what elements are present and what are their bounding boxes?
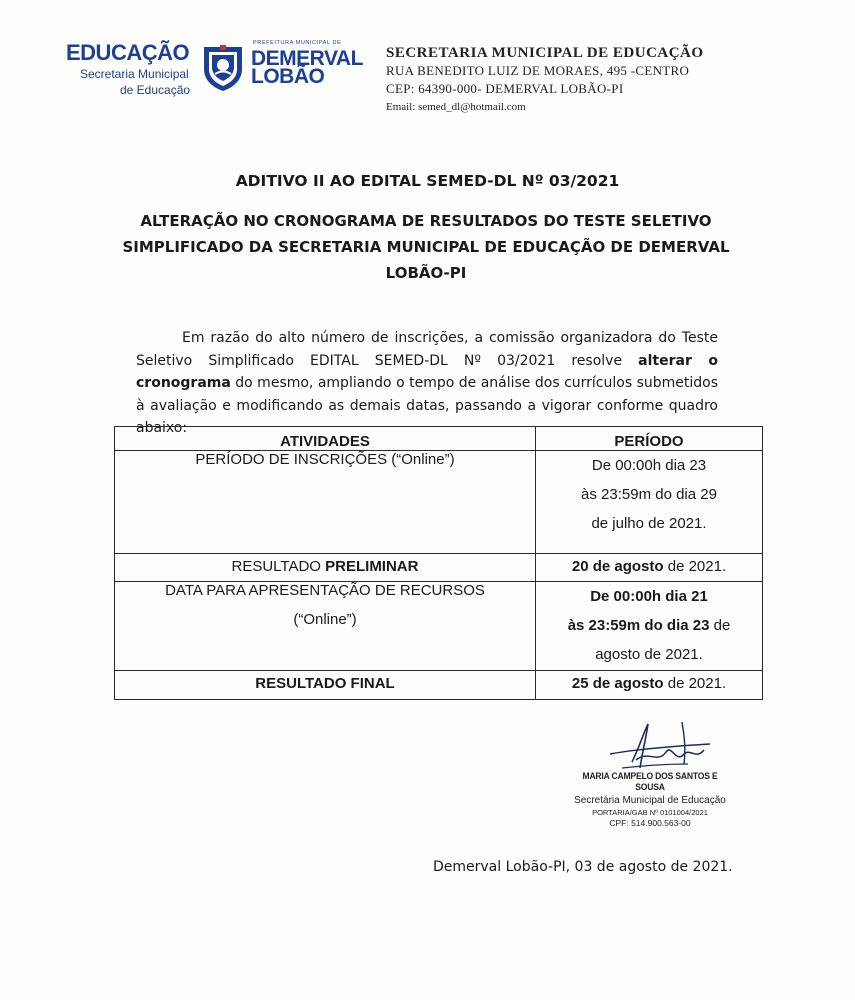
period-line: agosto de 2021. xyxy=(595,646,703,663)
period-line: às 23:59m do dia 29 xyxy=(581,486,717,503)
prefeitura-caption: PREFEITURA MUNICIPAL DE xyxy=(253,40,342,46)
period-line-bold: às 23:59m do dia 23 xyxy=(567,617,710,634)
period-cell xyxy=(536,582,763,671)
activity-cell xyxy=(115,554,536,582)
activity-cell: PERÍODO DE INSCRIÇÕES (“Online”) xyxy=(115,451,536,554)
prefeitura-logo xyxy=(251,40,369,98)
activity-cell: RESULTADO FINAL xyxy=(115,671,536,700)
document-subject: ALTERAÇÃO NO CRONOGRAMA DE RESULTADOS DO TESTE SELETIVO SIMPLIFICADO DA SECRETARIA MUNICIPAL DE EDUCAÇÃO DE DEMERVAL LOBÃO-PI xyxy=(122,212,730,282)
table-header-row xyxy=(115,427,763,451)
period-bold: 20 de agosto xyxy=(571,558,664,575)
body-part-1: Em razão do alto número de inscrições, a comissão organizadora do Teste Seletivo Simplificado EDITAL SEMED-DL Nº 03/2021 resolve xyxy=(136,330,718,369)
period-rest: de 2021. xyxy=(663,675,727,692)
secretariat-address: RUA BENEDITO LUIZ DE MORAES, 495 -CENTRO xyxy=(386,63,690,78)
period-bold: 25 de agosto xyxy=(571,675,664,692)
logo-educacao-subtitle-1: Secretaria Municipal xyxy=(80,67,189,81)
header-period: PERÍODO xyxy=(536,427,763,451)
period-line: de julho de 2021. xyxy=(591,515,707,532)
activity-cell xyxy=(115,582,536,671)
logo-educacao-title: EDUCAÇÃO xyxy=(66,40,190,65)
period-cell xyxy=(536,451,763,554)
activity-line: DATA PARA APRESENTAÇÃO DE RECURSOS xyxy=(165,582,485,599)
body-paragraph xyxy=(136,327,718,440)
prefeitura-city-line-2: LOBÃO xyxy=(251,65,325,88)
period-line-bold: De 00:00h dia 21 xyxy=(590,588,708,605)
activity-plain: RESULTADO xyxy=(231,558,326,575)
municipal-crest-icon xyxy=(200,43,246,93)
table-row xyxy=(115,671,763,700)
table-row xyxy=(115,554,763,582)
activity-line: (“Online”) xyxy=(293,611,357,628)
signer-block xyxy=(560,771,740,828)
header-activities: ATIVIDADES xyxy=(115,427,536,451)
period-rest: de 2021. xyxy=(663,558,727,575)
period-line: De 00:00h dia 23 xyxy=(591,457,707,474)
logo-educacao-subtitle-2: de Educação xyxy=(120,83,191,97)
signer-portaria: PORTARIA/GAB Nº 0101004/2021 xyxy=(592,808,708,817)
prefeitura-city-line-1: DEMERVAL xyxy=(251,47,363,70)
secretariat-letterhead xyxy=(386,44,766,116)
place-date: Demerval Lobão-PI, 03 de agosto de 2021. xyxy=(433,859,733,875)
table-row xyxy=(115,582,763,671)
document-title: ADITIVO II AO EDITAL SEMED-DL Nº 03/2021 xyxy=(235,172,620,190)
body-part-2: do mesmo, ampliando o tempo de análise dos currículos submetidos à avaliação e modificando as demais datas, passando a vigorar conforme quadro abaixo: xyxy=(136,375,718,436)
body-emphasis: alterar o cronograma xyxy=(136,352,718,391)
educacao-logo xyxy=(66,40,198,98)
signer-name: MARIA CAMPELO DOS SANTOS E SOUSA xyxy=(582,771,718,793)
signer-role: Secretária Municipal de Educação xyxy=(574,795,726,806)
secretariat-email: Email: semed_dl@hotmail.com xyxy=(386,101,526,113)
secretariat-cep: CEP: 64390-000- DEMERVAL LOBÃO-PI xyxy=(386,81,624,96)
period-line-rest: de xyxy=(709,617,731,634)
schedule-table xyxy=(114,426,763,700)
period-cell xyxy=(536,671,763,700)
period-cell xyxy=(536,554,763,582)
activity-bold: PRELIMINAR xyxy=(325,558,419,575)
signer-cpf: CPF: 514.900.563-00 xyxy=(609,818,691,828)
secretariat-name: SECRETARIA MUNICIPAL DE EDUCAÇÃO xyxy=(386,45,704,61)
table-row xyxy=(115,451,763,554)
